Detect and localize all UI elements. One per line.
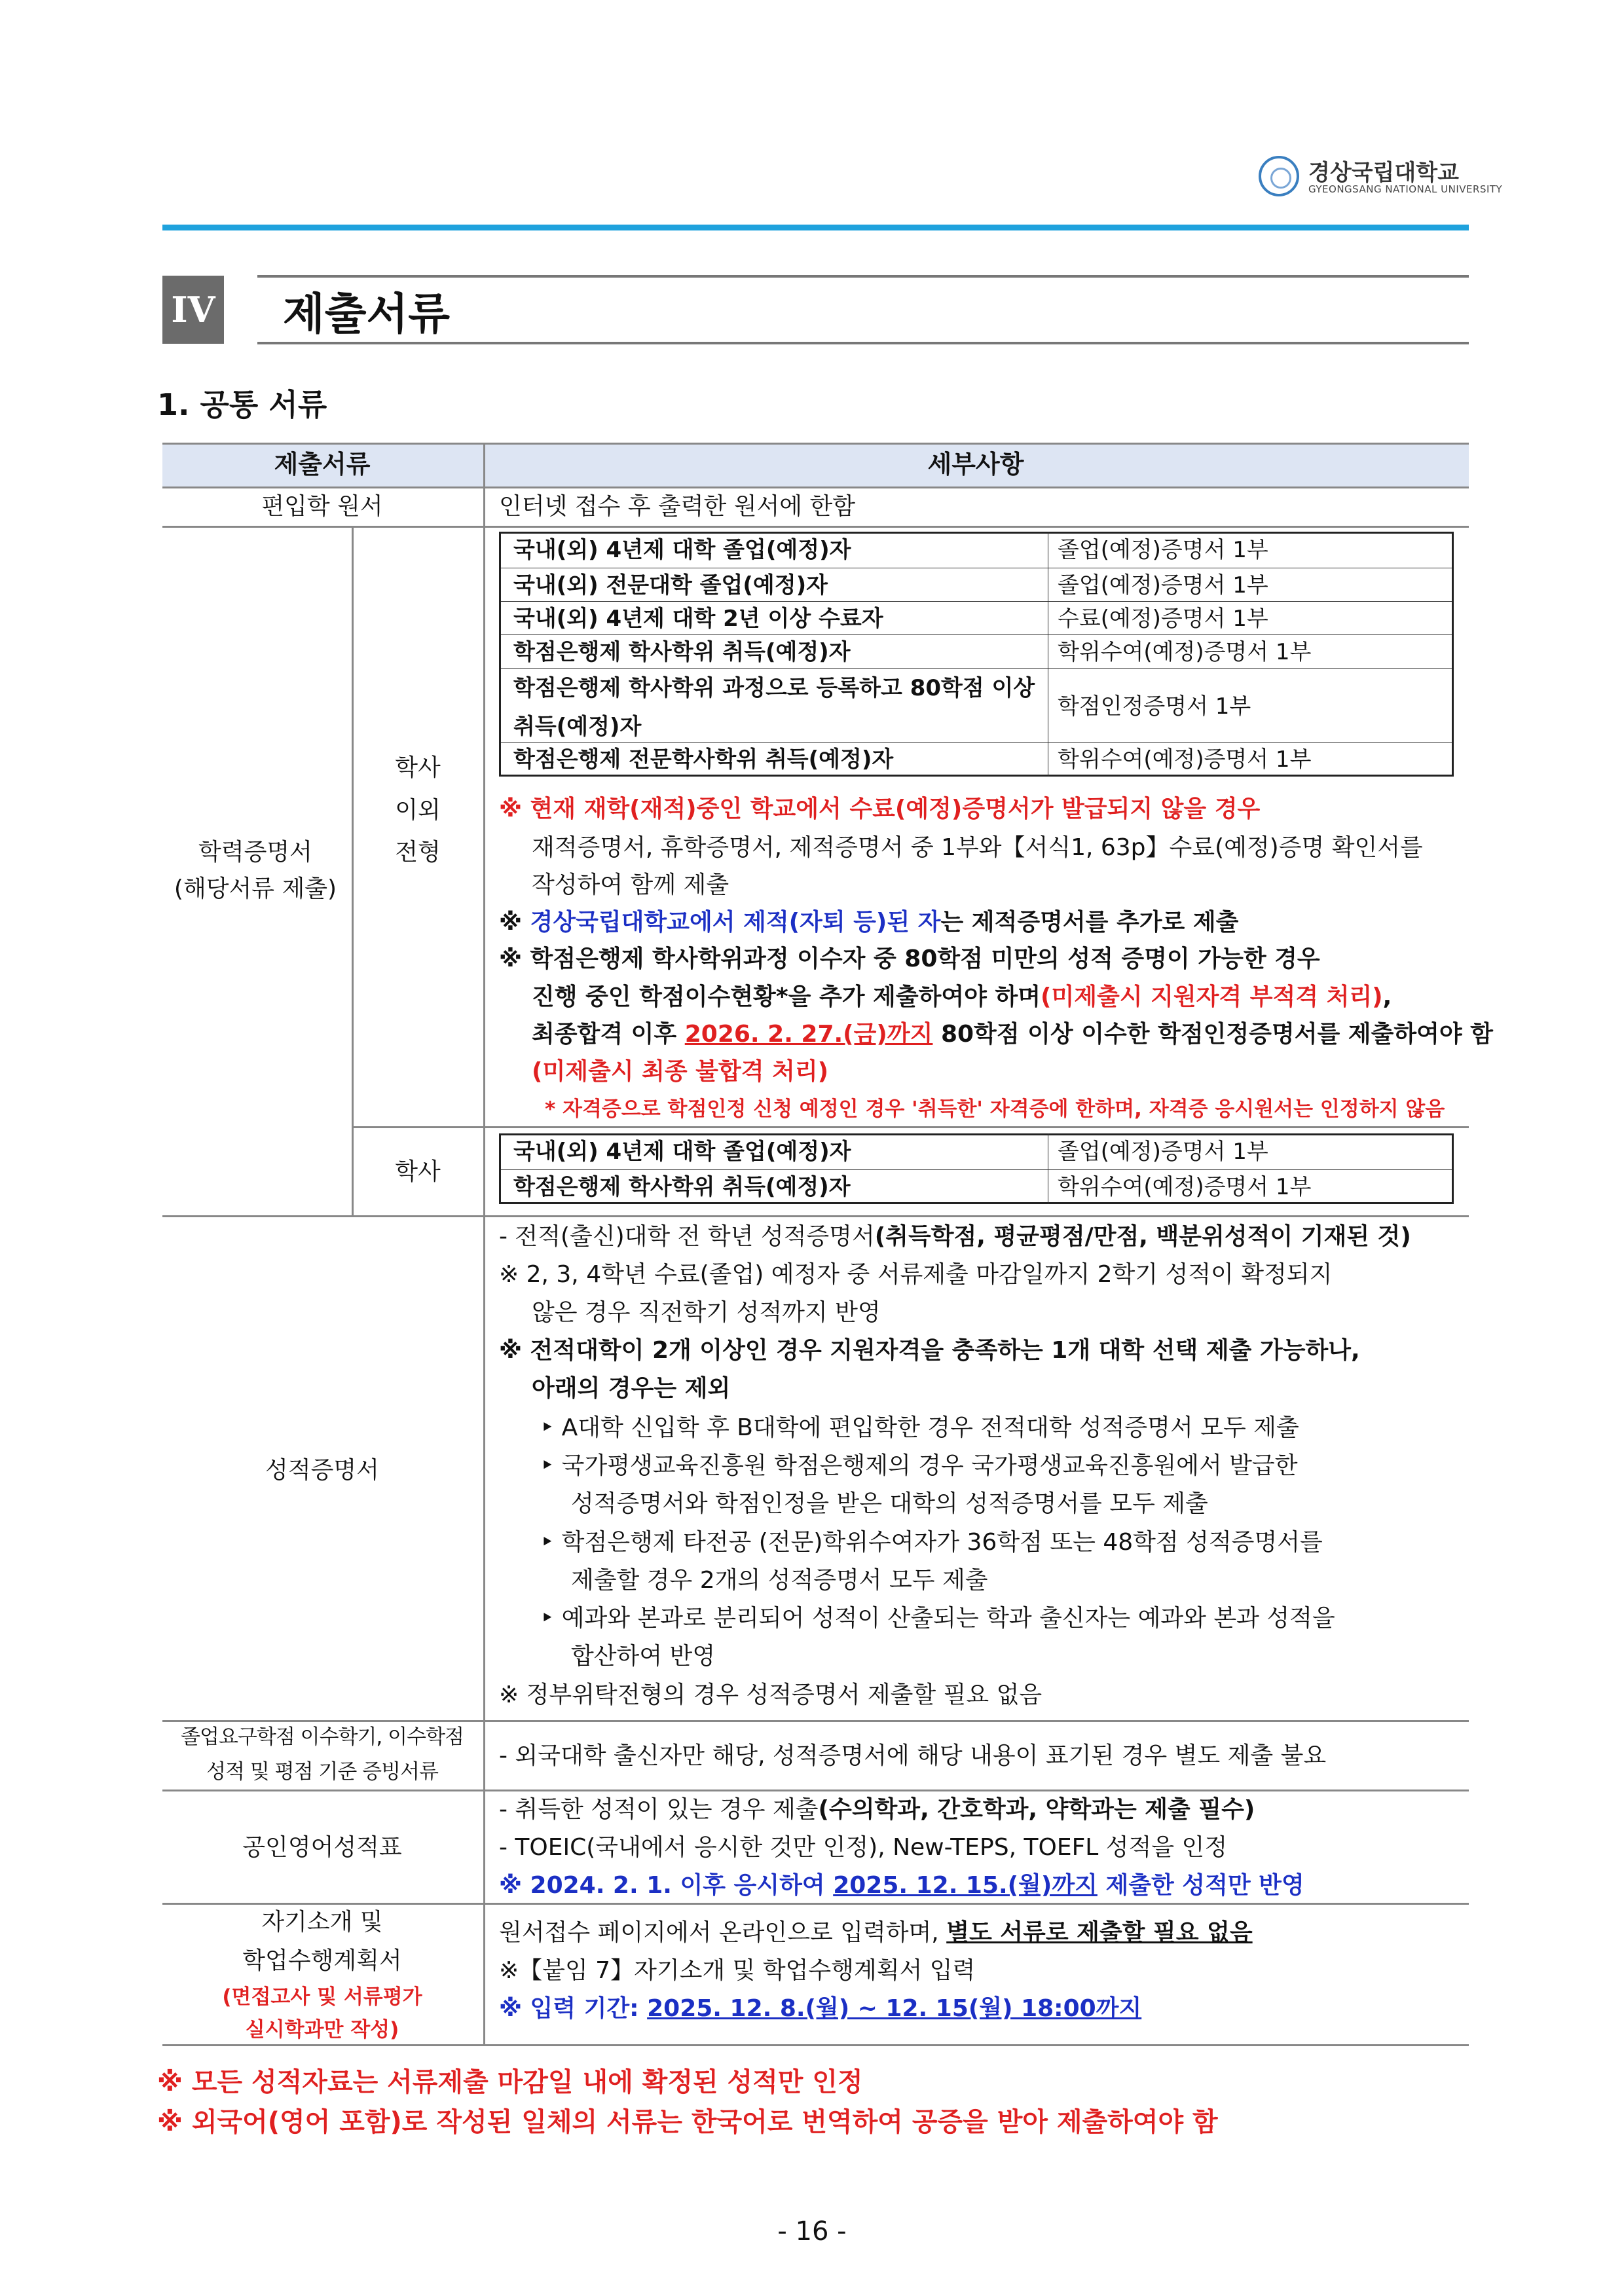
page-number: - 16 - xyxy=(777,2216,847,2247)
transcript-text: ※ 2, 3, 4학년 수료(졸업) 예정자 중 서류제출 마감일까지 2학기 성적이 확정되지 xyxy=(499,1261,1333,1288)
note-text: 재적증명서, 휴학증명서, 제적증명서 중 1부와【서식1, 63p】수료(예정)증명 확인서를 xyxy=(532,834,1423,861)
inner-table-rule xyxy=(499,532,501,777)
required-document: 졸업(예정)증명서 1부 xyxy=(1058,537,1268,563)
transcript-bullet-cont: 합산하여 반영 xyxy=(571,1643,716,1670)
footer-note: ※ 외국어(영어 포함)로 작성된 일체의 서류는 한국어로 번역하여 공증을 받아 제출하여야 함 xyxy=(157,2107,1218,2137)
subsection-title: 1. 공통 서류 xyxy=(157,387,327,422)
section-rule-top xyxy=(257,275,1469,278)
transcript-text: 아래의 경우는 제외 xyxy=(532,1375,731,1402)
note-text: 최종합격 이후 2026. 2. 27.(금)까지 80학점 이상 이수한 학점인정증명서를 제출하여야 함 xyxy=(532,1021,1493,1048)
table-rule xyxy=(162,1215,1469,1217)
required-document: 수료(예정)증명서 1부 xyxy=(1058,606,1268,632)
applicant-type: 학점은행제 학사학위 취득(예정)자 xyxy=(513,639,851,665)
footnote: * 자격증으로 학점인정 신청 예정인 경우 '취득한' 자격증에 한하며, 자격증 응시원서는 인정하지 않음 xyxy=(545,1097,1445,1121)
row-label-essay: 자기소개 및 xyxy=(261,1909,383,1936)
section-number: IV xyxy=(162,276,224,344)
transcript-bullet-cont: 제출할 경우 2개의 성적증명서 모두 제출 xyxy=(571,1567,988,1594)
english-text: ※ 2024. 2. 1. 이후 응시하여 2025. 12. 15.(월)까지 제출한 성적만 반영 xyxy=(499,1872,1304,1899)
subgroup-label-non-bachelor: 학사 xyxy=(395,754,441,781)
applicant-type: 국내(외) 4년제 대학 졸업(예정)자 xyxy=(513,537,851,563)
transcript-bullet: ‣ 예과와 본과로 분리되어 성적이 산출되는 학과 출신자는 예과와 본과 성적을 xyxy=(540,1605,1335,1632)
university-name: 경상국립대학교 xyxy=(1308,160,1459,186)
required-document: 학위수여(예정)증명서 1부 xyxy=(1058,746,1312,773)
table-rule xyxy=(352,526,354,1217)
note-text: ※ 학점은행제 학사학위과정 이수자 중 80학점 미만의 성적 증명이 가능한 경우 xyxy=(499,946,1320,972)
applicant-type: 학점은행제 학사학위 과정으로 등록하고 80학점 이상 xyxy=(513,675,1035,701)
applicant-type: 학점은행제 전문학사학위 취득(예정)자 xyxy=(513,746,894,773)
grad-requirement-detail: - 외국대학 출신자만 해당, 성적증명서에 해당 내용이 표기된 경우 별도 제출 불요 xyxy=(499,1742,1327,1769)
inner-table-rule xyxy=(499,1133,501,1204)
row-label-essay-note: 실시학과만 작성) xyxy=(245,2018,399,2042)
inner-table-rule xyxy=(499,532,1454,534)
inner-table-rule xyxy=(499,1133,1454,1135)
row-label-essay-note: (면접고사 및 서류평가 xyxy=(222,1985,422,2009)
note-text: 작성하여 함께 제출 xyxy=(532,872,729,898)
row-label-degree-cert: 학력증명서 xyxy=(198,839,312,866)
inner-table-rule xyxy=(499,1169,1454,1170)
header-rule xyxy=(162,225,1469,230)
note-text: ※ 경상국립대학교에서 제적(자퇴 등)된 자는 제적증명서를 추가로 제출 xyxy=(499,909,1239,936)
row-label-essay-cont: 학업수행계획서 xyxy=(242,1947,402,1974)
english-text: - 취득한 성적이 있는 경우 제출(수의학과, 간호학과, 약학과는 제출 필수) xyxy=(499,1796,1255,1823)
subgroup-label-non-bachelor: 전형 xyxy=(395,839,441,866)
english-text: - TOEIC(국내에서 응시한 것만 인정), New-TEPS, TOEFL 성적을 인정 xyxy=(499,1834,1228,1861)
inner-table-rule xyxy=(499,775,1454,777)
required-document: 학위수여(예정)증명서 1부 xyxy=(1058,639,1312,665)
applicant-type: 국내(외) 4년제 대학 2년 이상 수료자 xyxy=(513,606,883,632)
transcript-bullet: ‣ 국가평생교육진흥원 학점은행제의 경우 국가평생교육진흥원에서 발급한 xyxy=(540,1452,1298,1479)
applicant-type: 국내(외) 4년제 대학 졸업(예정)자 xyxy=(513,1139,851,1165)
column-header-documents: 제출서류 xyxy=(274,450,371,479)
column-header-details: 세부사항 xyxy=(927,450,1024,479)
subgroup-label-bachelor: 학사 xyxy=(395,1158,441,1185)
transcript-bullet: ‣ A대학 신입학 후 B대학에 편입학한 경우 전적대학 성적증명서 모두 제출 xyxy=(540,1414,1299,1441)
transcript-text: ※ 정부위탁전형의 경우 성적증명서 제출할 필요 없음 xyxy=(499,1681,1043,1708)
university-name-en: GYEONGSANG NATIONAL UNIVERSITY xyxy=(1308,183,1503,195)
table-rule xyxy=(162,443,1469,445)
table-rule xyxy=(162,1720,1469,1722)
row-label-application: 편입학 원서 xyxy=(261,493,383,520)
transcript-text: ※ 전적대학이 2개 이상인 경우 지원자격을 충족하는 1개 대학 선택 제출 가능하나, xyxy=(499,1337,1360,1364)
section-rule-bottom xyxy=(257,342,1469,344)
table-rule xyxy=(354,1126,1469,1128)
table-rule xyxy=(162,1903,1469,1905)
applicant-type: 학점은행제 학사학위 취득(예정)자 xyxy=(513,1174,851,1200)
table-rule xyxy=(162,526,1469,528)
footer-note: ※ 모든 성적자료는 서류제출 마감일 내에 확정된 성적만 인정 xyxy=(157,2067,863,2097)
row-detail-application: 인터넷 접수 후 출력한 원서에 한함 xyxy=(499,493,856,520)
required-document: 졸업(예정)증명서 1부 xyxy=(1058,572,1268,598)
row-label-english: 공인영어성적표 xyxy=(242,1834,402,1861)
applicant-type: 국내(외) 전문대학 졸업(예정)자 xyxy=(513,572,828,598)
essay-text: ※【붙임 7】자기소개 및 학업수행계획서 입력 xyxy=(499,1957,976,1984)
transcript-text: - 전적(출신)대학 전 학년 성적증명서(취득학점, 평균평점/만점, 백분위성적이 기재된 것) xyxy=(499,1223,1411,1250)
row-label-degree-cert-note: (해당서류 제출) xyxy=(174,875,337,902)
section-title: 제출서류 xyxy=(283,289,451,339)
applicant-type-cont: 취득(예정)자 xyxy=(513,714,642,740)
inner-table-rule xyxy=(499,742,1454,743)
row-label-transcript: 성적증명서 xyxy=(265,1457,379,1484)
transcript-bullet-cont: 성적증명서와 학점인정을 받은 대학의 성적증명서를 모두 제출 xyxy=(571,1490,1208,1517)
inner-table-rule xyxy=(1452,1133,1454,1204)
table-rule xyxy=(483,443,485,2046)
subgroup-label-non-bachelor: 이외 xyxy=(395,797,441,824)
required-document: 졸업(예정)증명서 1부 xyxy=(1058,1139,1268,1165)
row-label-grad-requirement-cont: 성적 및 평점 기준 증빙서류 xyxy=(206,1760,438,1784)
inner-table-rule xyxy=(499,634,1454,635)
transcript-text: 않은 경우 직전학기 성적까지 반영 xyxy=(532,1299,881,1326)
required-document: 학점인정증명서 1부 xyxy=(1058,693,1251,720)
essay-text: ※ 입력 기간: 2025. 12. 8.(월) ~ 12. 15(월) 18:00까지 xyxy=(499,1995,1142,2022)
table-rule xyxy=(162,1790,1469,1791)
note-heading: ※ 현재 재학(재적)중인 학교에서 수료(예정)증명서가 발급되지 않을 경우 xyxy=(499,796,1261,822)
university-logo-icon xyxy=(1259,156,1299,196)
inner-table-rule xyxy=(1452,532,1454,777)
transcript-bullet: ‣ 학점은행제 타전공 (전문)학위수여자가 36학점 또는 48학점 성적증명서를 xyxy=(540,1529,1323,1556)
note-text: (미제출시 최종 불합격 처리) xyxy=(532,1058,829,1085)
essay-text: 원서접수 페이지에서 온라인으로 입력하며, 별도 서류로 제출할 필요 없음 xyxy=(499,1919,1253,1946)
inner-table-rule xyxy=(499,1202,1454,1204)
required-document: 학위수여(예정)증명서 1부 xyxy=(1058,1174,1312,1200)
table-rule xyxy=(162,487,1469,488)
inner-table-rule xyxy=(499,601,1454,602)
table-rule xyxy=(162,2044,1469,2046)
inner-table-rule xyxy=(499,668,1454,669)
note-text: 진행 중인 학점이수현황*을 추가 제출하여야 하며(미제출시 지원자격 부적격 처리), xyxy=(532,983,1392,1010)
row-label-grad-requirement: 졸업요구학점 이수학기, 이수학점 xyxy=(181,1725,464,1749)
